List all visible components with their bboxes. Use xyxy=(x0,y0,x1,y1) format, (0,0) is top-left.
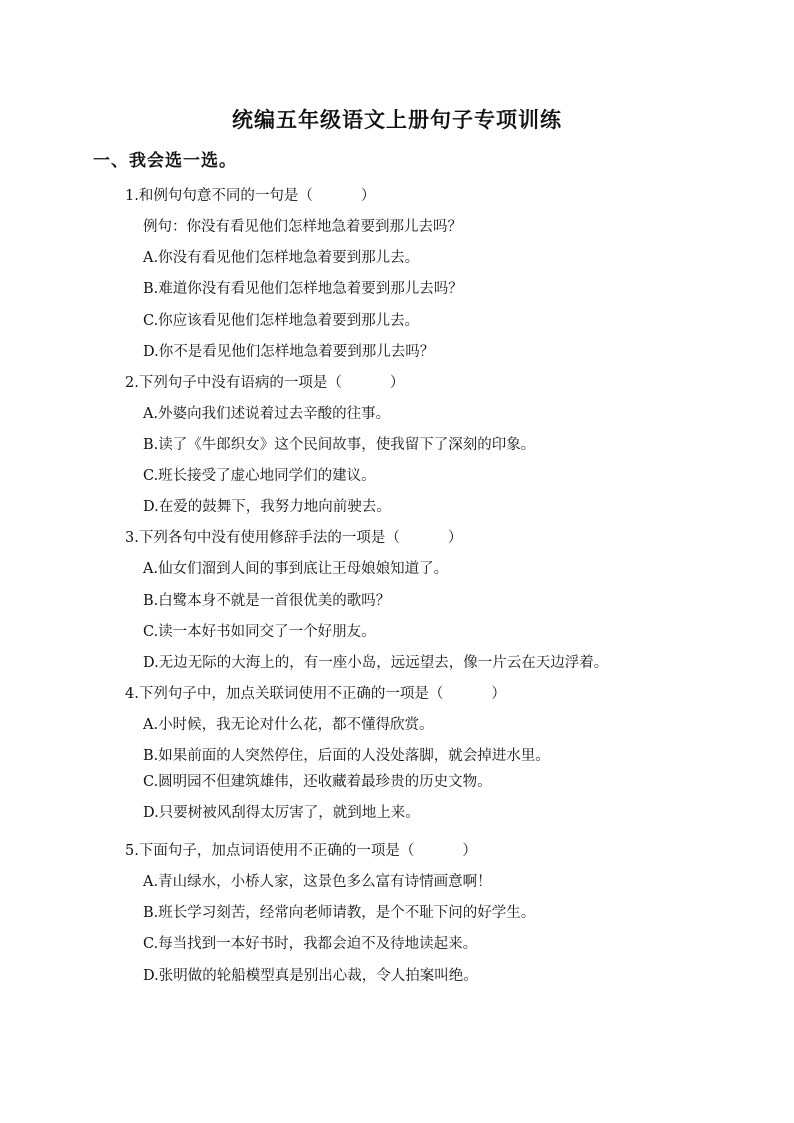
question-2-stem: 2.下列句子中没有语病的一项是（ ） xyxy=(125,375,405,391)
question-4-option-a: A.小时候，我无论对什么花，都不懂得欣赏。 xyxy=(143,717,434,733)
question-5-option-b: B.班长学习刻苦，经常向老师请教，是个不耻下问的好学生。 xyxy=(143,905,536,921)
question-2-option-c: C.班长接受了虚心地同学们的建议。 xyxy=(143,468,376,484)
question-5-option-d: D.张明做的轮船模型真是别出心裁，令人拍案叫绝。 xyxy=(143,968,478,984)
question-5-option-a: A.青山绿水，小桥人家，这景色多么富有诗情画意啊！ xyxy=(143,874,492,890)
question-3-option-b: B.白鹭本身不就是一首很优美的歌吗？ xyxy=(143,593,391,609)
question-4-option-c: C.圆明园不但建筑雄伟，还收藏着最珍贵的历史文物。 xyxy=(143,774,492,790)
question-1-stem: 1.和例句句意不同的一句是（ ） xyxy=(125,188,376,204)
question-1-option-a: A.你没有看见他们怎样地急着要到那儿去。 xyxy=(143,250,420,266)
section-heading: 一、我会选一选。 xyxy=(93,151,237,171)
question-1-option-d: D.你不是看见他们怎样地急着要到那儿去吗？ xyxy=(143,344,435,360)
question-1-example: 例句：你没有看见他们怎样地急着要到那儿去吗？ xyxy=(143,219,462,235)
question-2-option-b: B.读了《牛郎织女》这个民间故事，使我留下了深刻的印象。 xyxy=(143,437,536,453)
question-4-stem: 4.下列句子中，加点关联词使用不正确的一项是（ ） xyxy=(125,686,506,702)
question-3-stem: 3.下列各句中没有使用修辞手法的一项是（ ） xyxy=(125,530,463,546)
question-3-option-d: D.无边无际的大海上的，有一座小岛，远远望去，像一片云在天边浮着。 xyxy=(143,655,609,671)
question-2-option-d: D.在爱的鼓舞下，我努力地向前驶去。 xyxy=(143,499,391,515)
question-4-option-d: D.只要树被风刮得太厉害了，就到地上来。 xyxy=(143,805,420,821)
page-title: 统编五年级语文上册句子专项训练 xyxy=(232,107,562,132)
question-3-option-c: C.读一本好书如同交了一个好朋友。 xyxy=(143,624,376,640)
question-1-option-c: C.你应该看见他们怎样地急着要到那儿去。 xyxy=(143,313,420,329)
question-5-option-c: C.每当找到一本好书时，我都会迫不及待地读起来。 xyxy=(143,936,478,952)
question-4-option-b: B.如果前面的人突然停住，后面的人没处落脚，就会掉进水里。 xyxy=(143,748,550,764)
question-3-option-a: A.仙女们溜到人间的事到底让王母娘娘知道了。 xyxy=(143,561,449,577)
question-5-stem: 5.下面句子，加点词语使用不正确的一项是（ ） xyxy=(125,843,477,859)
question-1-option-b: B.难道你没有看见他们怎样地急着要到那儿去吗？ xyxy=(143,281,463,297)
question-2-option-a: A.外婆向我们述说着过去辛酸的往事。 xyxy=(143,406,391,422)
